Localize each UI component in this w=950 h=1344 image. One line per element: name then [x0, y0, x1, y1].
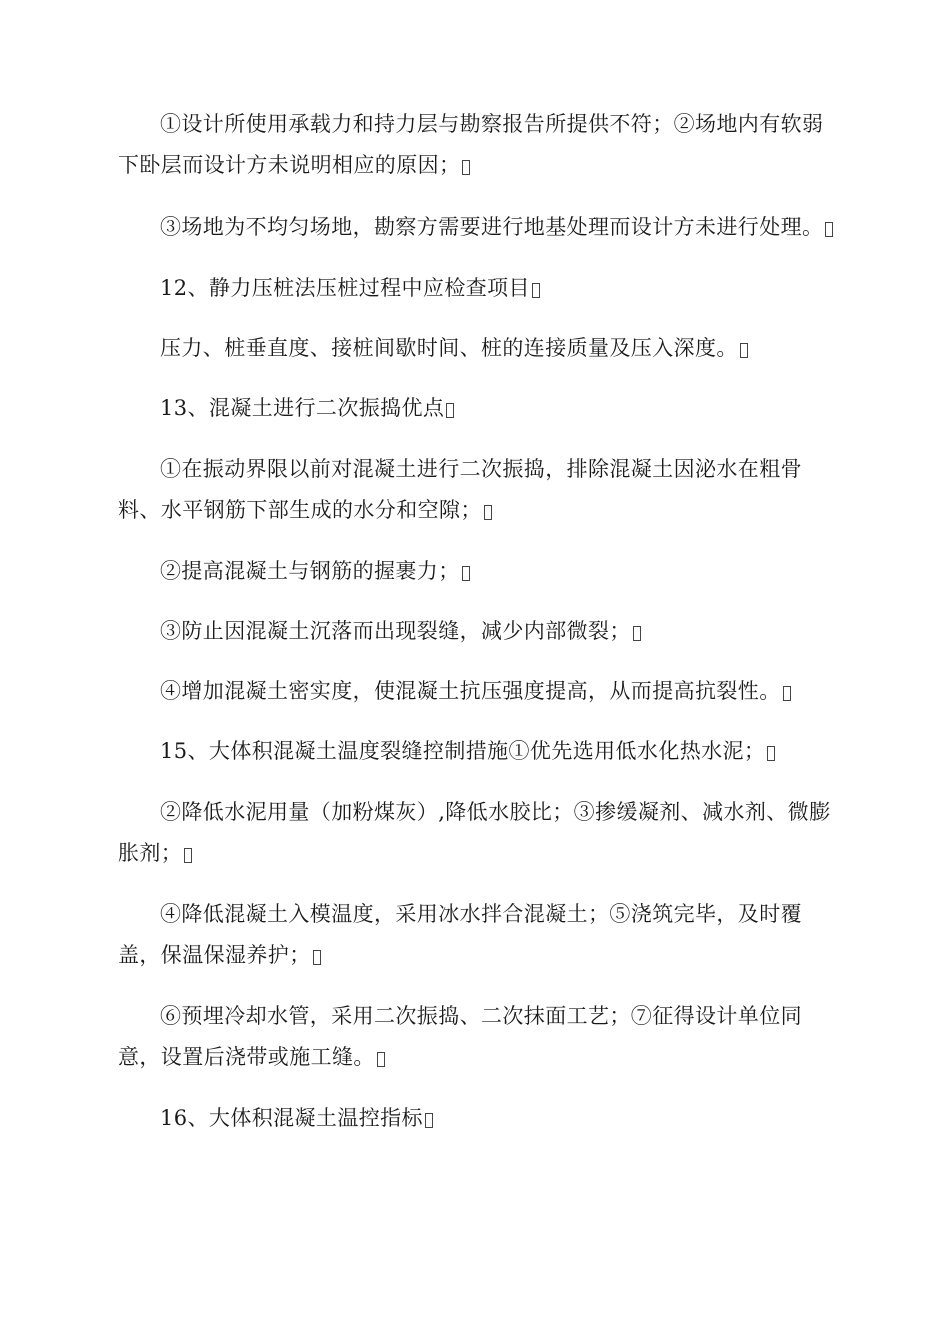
paragraph-uneven-site	[118, 207, 838, 248]
heading-text: 16、大体积混凝土温控指标	[160, 1106, 423, 1130]
paragraph-text: ③防止因混凝土沉落而出现裂缝，减少内部微裂；	[160, 619, 631, 643]
paragraph-design-issues	[118, 104, 838, 186]
paragraph-text: ②降低水泥用量（加粉煤灰）,降低水胶比；③掺缓凝剂、减水剂、微膨胀剂；	[118, 800, 831, 865]
heading-text: 13、混凝土进行二次振捣优点	[160, 396, 445, 420]
paragraph-crack-4-5	[118, 894, 838, 976]
heading-13	[118, 388, 838, 429]
paragraph-vibration-4	[118, 671, 838, 712]
heading-text: 12、静力压桩法压桩过程中应检查项目	[160, 276, 530, 300]
paragraph-pile-items	[118, 328, 838, 369]
paragraph-crack-6-7	[118, 996, 838, 1078]
paragraph-mark-icon	[377, 1052, 385, 1067]
paragraph-crack-2-3	[118, 792, 838, 874]
paragraph-text: ①设计所使用承载力和持力层与勘察报告所提供不符；②场地内有软弱下卧层而设计方未说明相应的原因；	[118, 112, 824, 177]
heading-12	[118, 268, 838, 309]
paragraph-text: ③场地为不均匀场地，勘察方需要进行地基处理而设计方未进行处理。	[160, 215, 824, 239]
paragraph-mark-icon	[446, 403, 454, 418]
paragraph-mark-icon	[313, 950, 321, 965]
paragraph-mark-icon	[425, 1113, 433, 1128]
paragraph-text: 压力、桩垂直度、接桩间歇时间、桩的连接质量及压入深度。	[160, 336, 738, 360]
paragraph-text: ④增加混凝土密实度，使混凝土抗压强度提高，从而提高抗裂性。	[160, 679, 781, 703]
paragraph-mark-icon	[462, 566, 470, 581]
heading-15	[118, 731, 838, 772]
paragraph-mark-icon	[484, 505, 492, 520]
paragraph-mark-icon	[767, 746, 775, 761]
paragraph-mark-icon	[633, 626, 641, 641]
paragraph-mark-icon	[532, 283, 540, 298]
paragraph-text: ④降低混凝土入模温度，采用冰水拌合混凝土；⑤浇筑完毕，及时覆盖，保温保湿养护；	[118, 902, 802, 967]
paragraph-mark-icon	[740, 343, 748, 358]
paragraph-vibration-3	[118, 611, 838, 652]
paragraph-mark-icon	[783, 686, 791, 701]
paragraph-mark-icon	[184, 848, 192, 863]
paragraph-mark-icon	[825, 222, 833, 237]
paragraph-mark-icon	[462, 160, 470, 175]
paragraph-vibration-2	[118, 551, 838, 592]
heading-16	[118, 1098, 838, 1139]
paragraph-text: ②提高混凝土与钢筋的握裹力；	[160, 559, 460, 583]
heading-text: 15、大体积混凝土温度裂缝控制措施①优先选用低水化热水泥；	[160, 739, 766, 763]
paragraph-text: ⑥预埋冷却水管，采用二次振捣、二次抹面工艺；⑦征得设计单位同意，设置后浇带或施工缝。	[118, 1004, 802, 1069]
paragraph-text: ①在振动界限以前对混凝土进行二次振捣，排除混凝土因泌水在粗骨料、水平钢筋下部生成的水分和空隙；	[118, 457, 802, 522]
paragraph-vibration-1	[118, 449, 838, 531]
